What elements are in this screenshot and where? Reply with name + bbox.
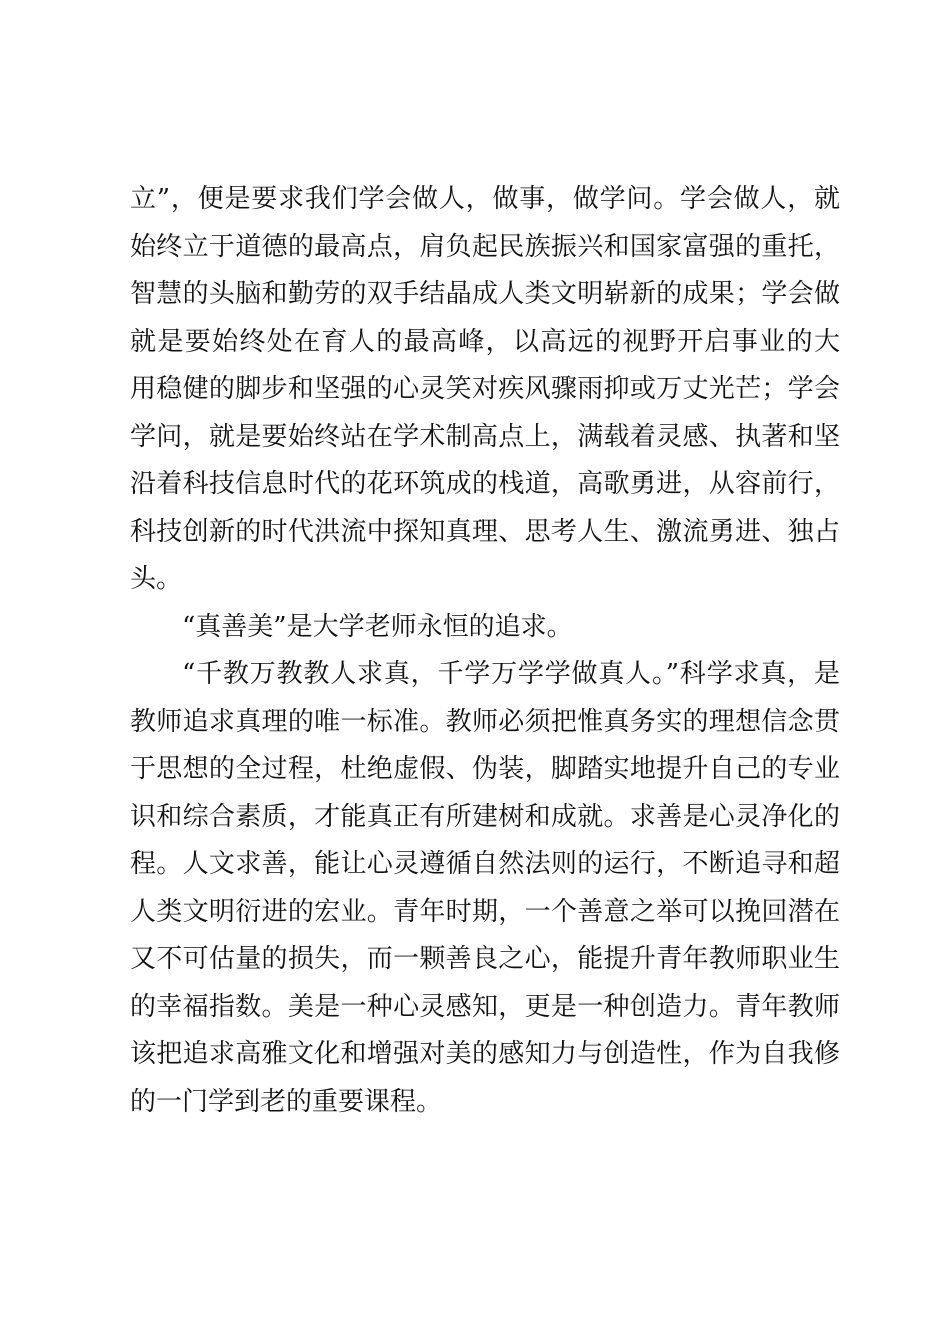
text-line: 沿着科技信息时代的花环筑成的栈道，高歌勇进，从容前行， xyxy=(130,469,840,499)
text-line: 该把追求高雅文化和增强对美的感知力与创造性，作为自我修 xyxy=(130,1039,840,1069)
text-line: 识和综合素质，才能真正有所建树和成就。求善是心灵净化的 xyxy=(130,801,840,832)
text-line: 头。 xyxy=(130,564,183,594)
text-line: 始终立于道德的最高点，肩负起民族振兴和国家富强的重托， xyxy=(130,231,840,262)
text-line: 科技创新的时代洪流中探知真理、思考人生、激流勇进、独占 xyxy=(130,516,840,547)
text-line: 的一门学到老的重要课程。 xyxy=(130,1086,443,1117)
text-line: 立”，便是要求我们学会做人，做事，做学问。学会做人，就 xyxy=(130,184,840,214)
text-line: “真善美”是大学老师永恒的追求。 xyxy=(182,611,573,642)
paragraph-1 xyxy=(130,176,840,604)
text-line: 智慧的头脑和勤劳的双手结晶成人类文明崭新的成果；学会做 xyxy=(130,279,840,309)
text-line: 于思想的全过程，杜绝虚假、伪装，脚踏实地提升自己的专业 xyxy=(130,754,840,784)
paragraph-3 xyxy=(130,651,840,1126)
paragraph-2 xyxy=(130,604,840,652)
text-line: 人类文明衍进的宏业。青年时期，一个善意之举可以挽回潜在 xyxy=(130,896,840,927)
text-line: 又不可估量的损失，而一颗善良之心，能提升青年教师职业生 xyxy=(130,944,840,974)
text-line: “千教万教教人求真，千学万学学做真人。”科学求真，是 xyxy=(182,659,840,689)
text-line: 程。人文求善，能让心灵遵循自然法则的运行，不断追寻和超 xyxy=(130,849,840,879)
text-line: 用稳健的脚步和坚强的心灵笑对疾风骤雨抑或万丈光芒；学会 xyxy=(130,374,840,404)
text-line: 就是要始终处在育人的最高峰，以高远的视野开启事业的大 xyxy=(130,326,840,357)
text-line: 的幸福指数。美是一种心灵感知，更是一种创造力。青年教师 xyxy=(130,991,840,1022)
body-text xyxy=(130,176,840,1126)
text-line: 教师追求真理的唯一标准。教师必须把惟真务实的理想信念贯 xyxy=(130,706,840,737)
text-line: 学问，就是要始终站在学术制高点上，满载着灵感、执著和坚 xyxy=(130,421,840,452)
